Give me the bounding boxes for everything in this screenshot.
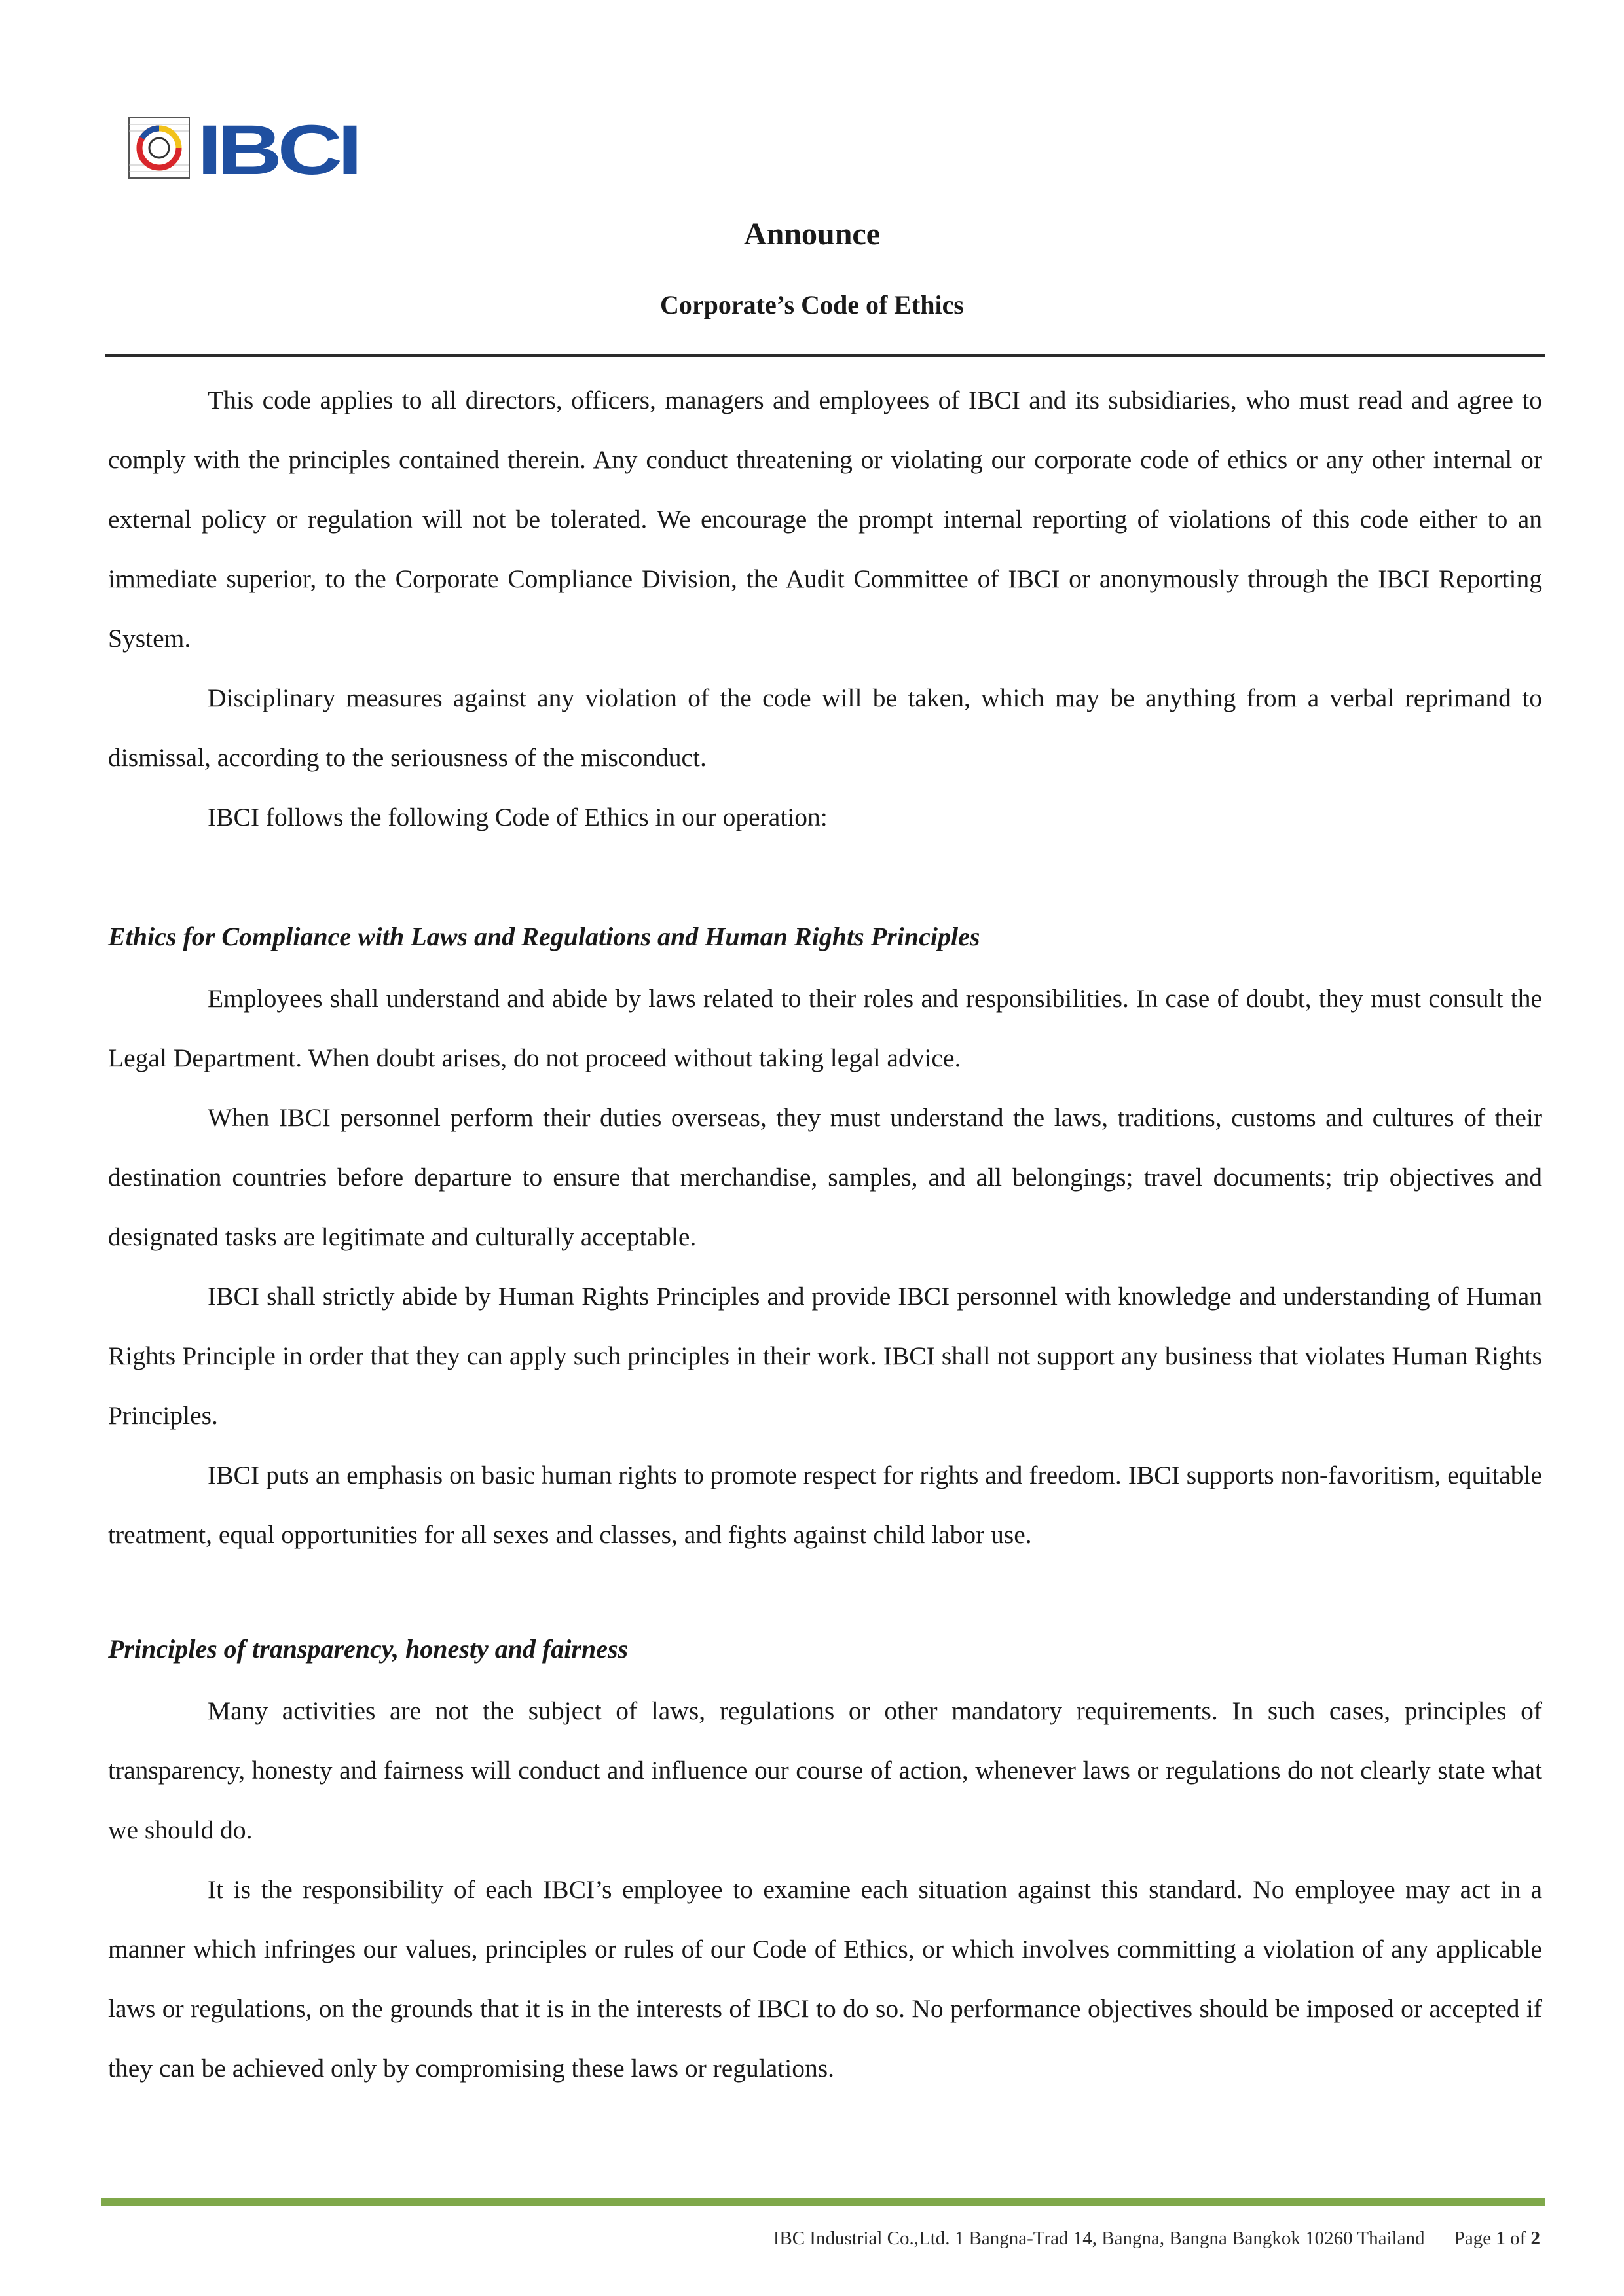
section-compliance <box>108 969 1542 1565</box>
logo-wordmark: IBCI <box>197 117 358 179</box>
section-paragraph: Employees shall understand and abide by laws related to their roles and responsibilities. In case of doubt, they must consult the Legal Department. When doubt arises, do not proceed without taking legal advice. <box>108 984 1542 1072</box>
page-number: Page 1 of 2 <box>1454 2228 1540 2249</box>
header-divider <box>105 354 1545 357</box>
section-paragraph: Many activities are not the subject of laws, regulations or other mandatory requirements. In such cases, principles of transparency, honesty and fairness will conduct and influence our course of action, whenever laws or regulations do not clearly state what we should do. <box>108 1696 1542 1844</box>
footer-divider <box>101 2198 1545 2206</box>
section-heading-transparency: Principles of transparency, honesty and fairness <box>108 1634 629 1664</box>
logo-emblem-icon <box>129 118 189 178</box>
section-paragraph: IBCI puts an emphasis on basic human rights to promote respect for rights and freedom. IBCI supports non-favoritism, equitable treatment, equal opportunities for all sexes and classes, and fights against child labor use. <box>108 1461 1542 1549</box>
page-subtitle: Corporate’s Code of Ethics <box>659 290 964 319</box>
section-transparency <box>108 1681 1542 2098</box>
section-paragraph: When IBCI personnel perform their duties overseas, they must understand the laws, traditions, customs and cultures of their destination countries before departure to ensure that merchandise, samples, and all belongings; travel documents; trip objectives and designated tasks are legitimate and culturally acceptable. <box>108 1103 1542 1251</box>
section-paragraph: IBCI shall strictly abide by Human Rights Principles and provide IBCI personnel with knowledge and understanding of Human Rights Principle in order that they can apply such principles in their work. IBCI shall not support any business that violates Human Rights Principles. <box>108 1282 1542 1430</box>
ibci-logo <box>128 117 360 179</box>
intro-paragraph: IBCI follows the following Code of Ethics in our operation: <box>208 803 828 831</box>
intro-section <box>108 371 1542 847</box>
page-title: Announce <box>743 217 881 251</box>
section-paragraph: It is the responsibility of each IBCI’s employee to examine each situation against this standard. No employee may act in a manner which infringes our values, principles or rules of our Code of Ethics, or which involves committing a violation of any applicable laws or regulations, on the grounds that it is in the interests of IBCI to do so. No performance objectives should be imposed or accepted if they can be achieved only by compromising these laws or regulations. <box>108 1875 1542 2083</box>
footer-address: IBC Industrial Co.,Ltd. 1 Bangna-Trad 14, Bangna, Bangna Bangkok 10260 Thailand <box>773 2228 1425 2249</box>
section-heading-compliance: Ethics for Compliance with Laws and Regulations and Human Rights Principles <box>108 922 980 951</box>
page-footer <box>773 2228 1540 2250</box>
intro-paragraph: This code applies to all directors, officers, managers and employees of IBCI and its subsidiaries, who must read and agree to comply with the principles contained therein. Any conduct threatening or violating our corporate code of ethics or any other internal or external policy or regulation will not be tolerated. We encourage the prompt internal reporting of violations of this code either to an immediate superior, to the Corporate Compliance Division, the Audit Committee of IBCI or anonymously through the IBCI Reporting System. <box>108 386 1542 653</box>
intro-paragraph: Disciplinary measures against any violation of the code will be taken, which may be anything from a verbal reprimand to dismissal, according to the seriousness of the misconduct. <box>108 683 1542 772</box>
